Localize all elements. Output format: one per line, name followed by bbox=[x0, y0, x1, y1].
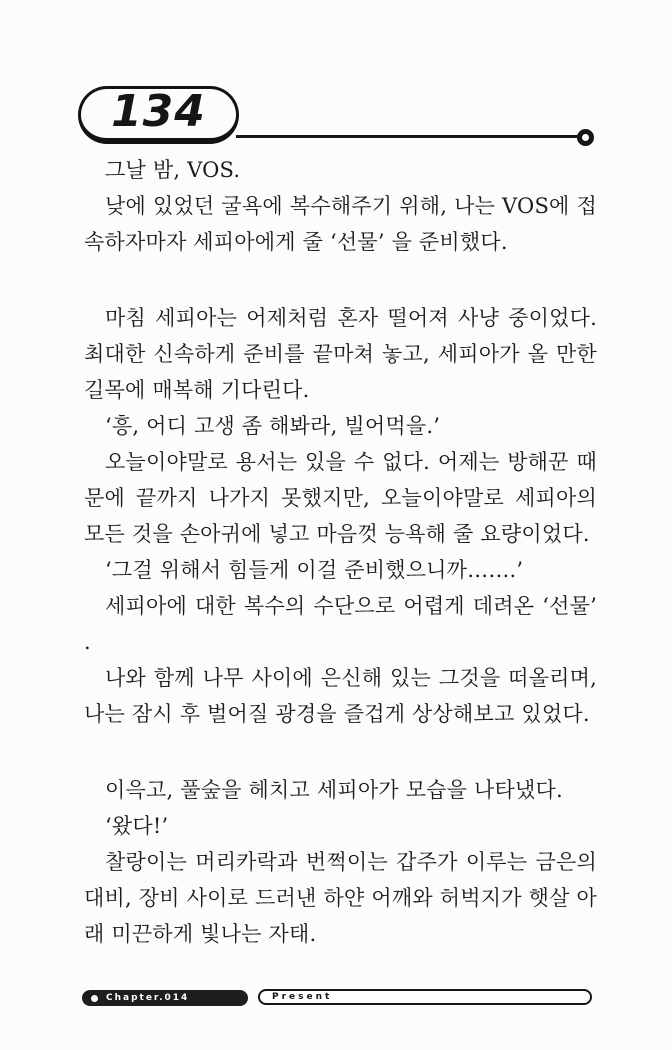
paragraph: 이윽고, 풀숲을 헤치고 세피아가 모습을 나타냈다. bbox=[105, 778, 563, 802]
paragraph: 세피아에 대한 복수의 수단으로 어렵게 데려온 ‘선물’ . bbox=[84, 594, 597, 654]
section-label: Present bbox=[272, 992, 333, 1002]
paragraph: 오늘이야말로 용서는 있을 수 없다. 어제는 방해꾼 때문에 끝까지 나가지 못했지만, 오늘이야말로 세피아의 모든 것을 손아귀에 넣고 마음껏 능욕해 줄 요량이었다. bbox=[84, 450, 597, 546]
chapter-bullet-icon bbox=[91, 995, 98, 1002]
paragraph: 낮에 있었던 굴욕에 복수해주기 위해, 나는 VOS에 접속하자마자 세피아에게 줄 ‘선물’ 을 준비했다. bbox=[84, 194, 597, 254]
header-rule-line bbox=[236, 135, 580, 138]
paragraph: ‘왔다!’ bbox=[105, 814, 169, 838]
footer-chapter-badge bbox=[82, 990, 248, 1006]
page-text bbox=[84, 152, 597, 952]
paragraph-block bbox=[84, 300, 597, 732]
paragraph: 마침 세피아는 어제처럼 혼자 떨어져 사냥 중이었다. 최대한 신속하게 준비를 끝마쳐 놓고, 세피아가 올 만한 길목에 매복해 기다린다. bbox=[84, 306, 597, 402]
paragraph-block bbox=[84, 772, 597, 952]
page-number-badge bbox=[78, 86, 239, 144]
paragraph: ‘흥, 어디 고생 좀 해봐라, 빌어먹을.’ bbox=[105, 414, 441, 438]
chapter-label: Chapter.014 bbox=[106, 993, 190, 1003]
header-rule-end-ring-icon bbox=[577, 129, 594, 146]
paragraph: ‘그걸 위해서 힘들게 이걸 준비했으니까…….’ bbox=[105, 558, 524, 582]
paragraph: 나와 함께 나무 사이에 은신해 있는 그것을 떠올리며, 나는 잠시 후 벌어질 광경을 즐겁게 상상해보고 있었다. bbox=[84, 666, 597, 726]
paragraph-block bbox=[84, 152, 597, 260]
paragraph: 찰랑이는 머리카락과 번쩍이는 갑주가 이루는 금은의 대비, 장비 사이로 드러낸 하얀 어깨와 허벅지가 햇살 아래 미끈하게 빛나는 자태. bbox=[84, 850, 597, 946]
page-number: 134 bbox=[111, 86, 206, 137]
footer-section-badge bbox=[258, 989, 592, 1005]
paragraph: 그날 밤, VOS. bbox=[105, 158, 241, 182]
